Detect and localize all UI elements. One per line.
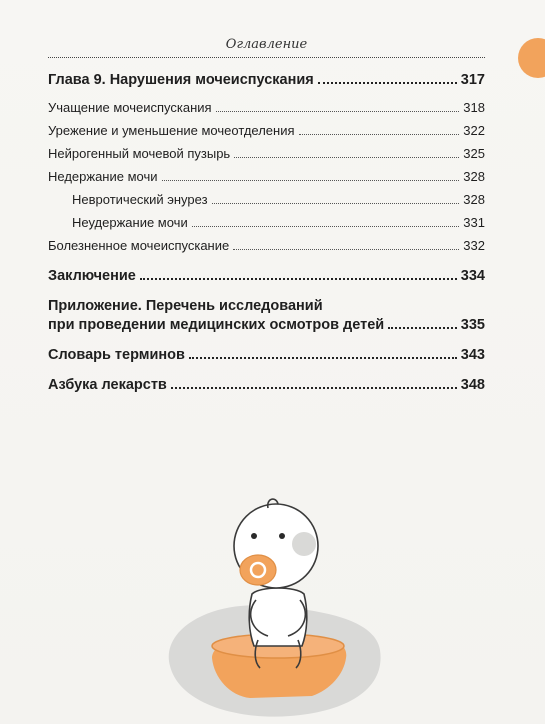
toc-entry-title: Учащение мочеиспускания [48, 100, 212, 115]
leader-dots [299, 134, 460, 135]
toc-entry-page: 335 [460, 317, 485, 333]
toc-appendix[interactable] [48, 298, 485, 333]
leader-dots [171, 387, 457, 389]
pacifier-shield [240, 555, 276, 585]
toc-entry-page: 343 [460, 347, 485, 363]
toc-entry-title-line2: при проведении медицинских осмотров детей [48, 317, 385, 333]
baby-on-potty-illustration-icon [150, 490, 390, 724]
toc-entry-title: Заключение [48, 268, 136, 284]
toc-entry-page: 332 [463, 238, 485, 253]
toc-drugs[interactable] [48, 377, 485, 393]
baby-cheek [292, 532, 316, 556]
toc-entry-title: Болезненное мочеиспускание [48, 238, 230, 253]
toc-subitem[interactable] [48, 192, 485, 208]
leader-dots [233, 249, 459, 250]
leader-dots [212, 203, 460, 204]
toc-item[interactable] [48, 169, 485, 185]
toc-entry-title-line1: Приложение. Перечень исследований [48, 298, 323, 314]
leader-dots [140, 278, 457, 280]
toc-chapter-9[interactable] [48, 72, 485, 88]
toc-item[interactable] [48, 238, 485, 254]
baby-eye-right [279, 533, 285, 539]
toc-item[interactable] [48, 123, 485, 139]
toc-entry-title: Неудержание мочи [72, 215, 188, 230]
toc-subitem[interactable] [48, 215, 485, 231]
section-tab-icon [518, 38, 545, 78]
running-header: Оглавление [225, 37, 308, 52]
toc-entry-page: 328 [463, 169, 485, 184]
toc-entry-title: Невротический энурез [72, 192, 208, 207]
leader-dots [216, 111, 460, 112]
toc-item[interactable] [48, 100, 485, 116]
toc-appendix-row2 [48, 317, 485, 333]
toc-entry-page: 334 [460, 268, 485, 284]
toc-entry-page: 317 [460, 72, 485, 88]
toc-entry-title: Глава 9. Нарушения мочеиспускания [48, 72, 314, 88]
leader-dots [189, 357, 457, 359]
header-rule [48, 57, 485, 58]
leader-dots [318, 82, 457, 84]
toc-entry-page: 325 [463, 146, 485, 161]
toc-entry-page: 328 [463, 192, 485, 207]
baby-body [249, 588, 307, 646]
toc-glossary[interactable] [48, 347, 485, 363]
toc-entry-title: Урежение и уменьшение мочеотделения [48, 123, 295, 138]
table-of-contents [48, 72, 485, 393]
toc-entry-title: Словарь терминов [48, 347, 185, 363]
leader-dots [234, 157, 459, 158]
leader-dots [162, 180, 460, 181]
toc-entry-page: 348 [460, 377, 485, 393]
toc-entry-title: Нейрогенный мочевой пузырь [48, 146, 231, 161]
toc-entry-page: 318 [463, 100, 485, 115]
toc-entry-title: Азбука лекарств [48, 377, 167, 393]
leader-dots [388, 327, 457, 329]
toc-entry-title: Недержание мочи [48, 169, 158, 184]
toc-item[interactable] [48, 146, 485, 162]
toc-entry-page: 322 [463, 123, 485, 138]
toc-entry-page: 331 [463, 215, 485, 230]
leader-dots [192, 226, 460, 227]
baby-eye-left [251, 533, 257, 539]
toc-conclusion[interactable] [48, 268, 485, 284]
